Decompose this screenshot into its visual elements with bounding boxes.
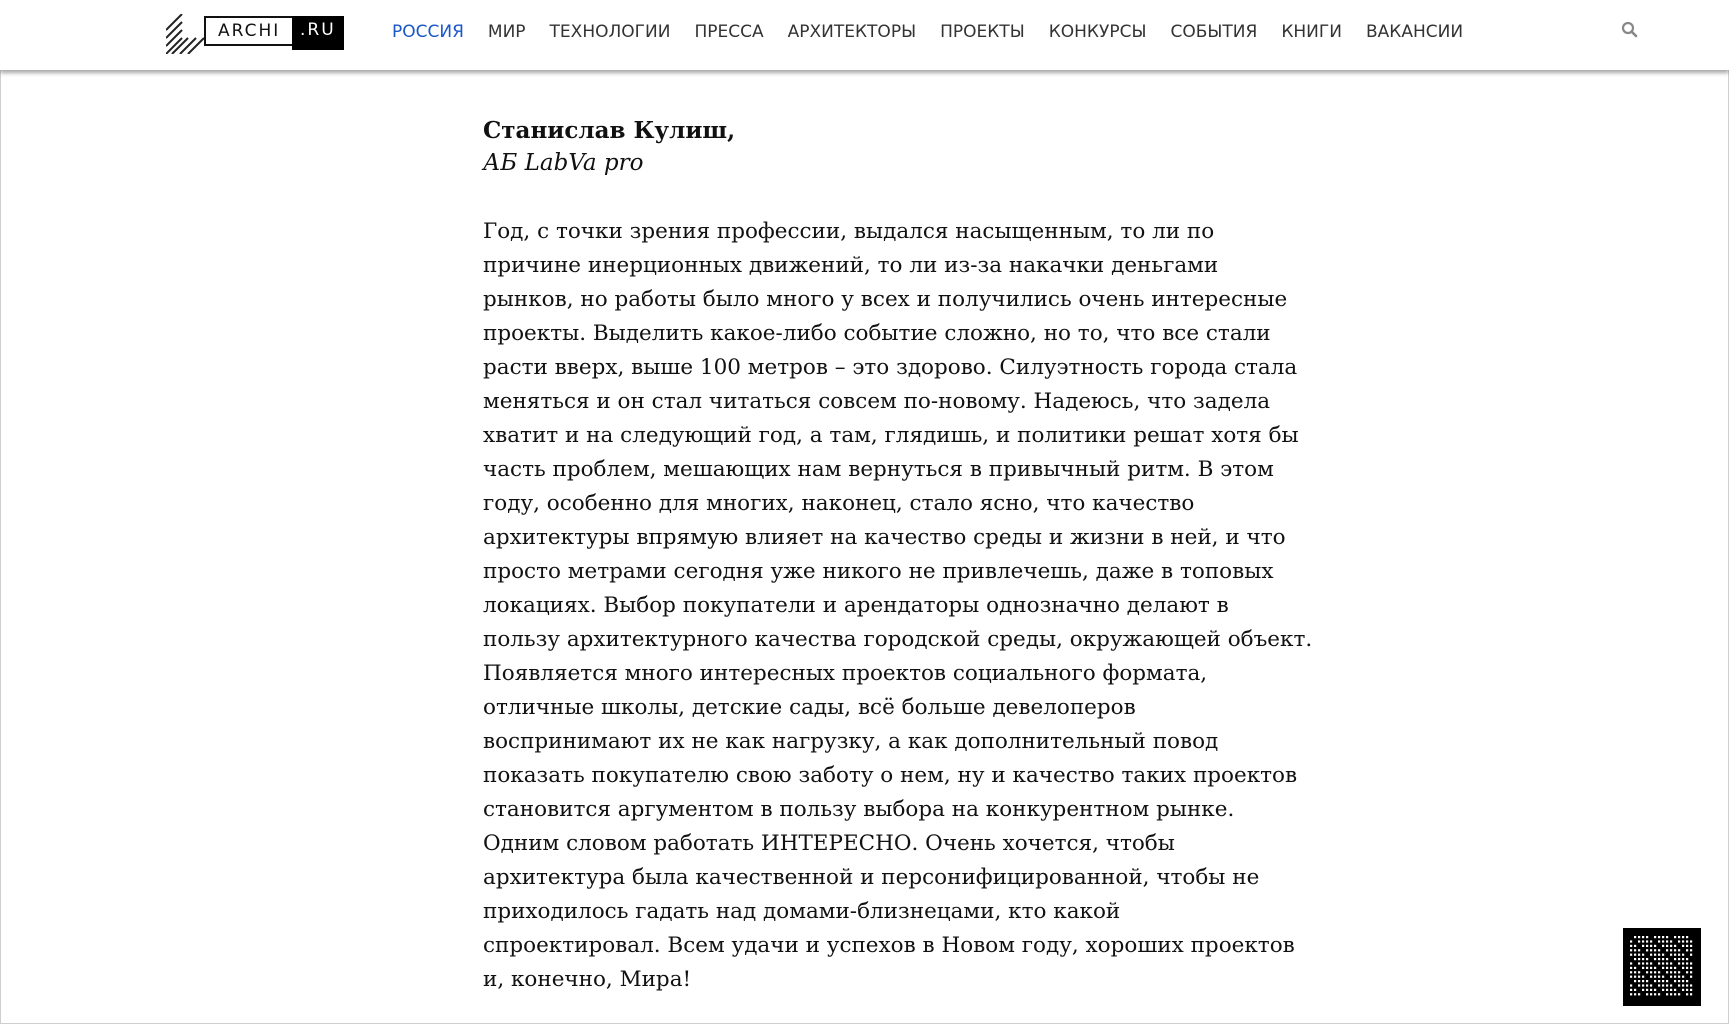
logo-archi: ARCHI: [204, 16, 294, 46]
badge-pattern: [1623, 928, 1701, 1006]
text-line: причине инерционных движений, то ли из-за накачки деньгами: [483, 253, 1219, 278]
text-line: показать покупателю свою заботу о нем, ну и качество таких проектов: [483, 763, 1298, 788]
text-line: отличные школы, детские сады, всё больше девелоперов: [483, 695, 1136, 720]
author-firm: АБ LabVa pro: [483, 150, 644, 176]
article: [483, 114, 1323, 997]
text-line: спроектировал. Всем удачи и успехов в Новом году, хороших проектов: [483, 933, 1295, 958]
text-line: расти вверх, выше 100 метров – это здорово. Силуэтность города стала: [483, 355, 1298, 380]
hatch-icon: [166, 14, 206, 54]
site-logo[interactable]: [166, 14, 346, 54]
nav-item-books[interactable]: КНИГИ: [1281, 22, 1342, 42]
laboratory-badge-icon[interactable]: [1623, 928, 1701, 1006]
text-line: пользу архитектурного качества городской среды, окружающей объект.: [483, 627, 1313, 652]
text-line: локациях. Выбор покупатели и арендаторы однозначно делают в: [483, 593, 1229, 618]
text-line: Появляется много интересных проектов социального формата,: [483, 661, 1208, 686]
text-line: воспринимают их не как нагрузку, а как дополнительный повод: [483, 729, 1219, 754]
nav-item-events[interactable]: СОБЫТИЯ: [1170, 22, 1258, 42]
logo-ru: .RU: [292, 16, 344, 50]
author-name: Станислав Кулиш,: [483, 117, 736, 144]
article-body: [483, 215, 1323, 997]
text-line: проекты. Выделить какое-либо событие сложно, но то, что все стали: [483, 321, 1271, 346]
nav-item-architects[interactable]: АРХИТЕКТОРЫ: [787, 22, 917, 42]
site-header: [0, 0, 1729, 70]
text-line: рынков, но работы было много у всех и получились очень интересные: [483, 287, 1288, 312]
nav-item-press[interactable]: ПРЕССА: [694, 22, 764, 42]
text-line: часть проблем, мешающих нам вернуться в привычный ритм. В этом: [483, 457, 1274, 482]
text-line: и, конечно, Мира!: [483, 967, 692, 992]
text-line: Одним словом работать ИНТЕРЕСНО. Очень хочется, чтобы: [483, 831, 1175, 856]
text-line: хватит и на следующий год, а там, глядишь, и политики решат хотя бы: [483, 423, 1299, 448]
text-line: просто метрами сегодня уже никого не привлечешь, даже в топовых: [483, 559, 1274, 584]
text-line: Год, с точки зрения профессии, выдался насыщенным, то ли по: [483, 219, 1215, 244]
nav-item-world[interactable]: МИР: [487, 22, 526, 42]
nav-item-russia[interactable]: РОССИЯ: [392, 22, 464, 42]
text-line: приходилось гадать над домами-близнецами, кто какой: [483, 899, 1121, 924]
nav-item-vacancies[interactable]: ВАКАНСИИ: [1365, 22, 1464, 42]
text-line: меняться и он стал читаться совсем по-новому. Надеюсь, что задела: [483, 389, 1271, 414]
nav-item-technologies[interactable]: ТЕХНОЛОГИИ: [549, 22, 671, 42]
text-line: архитектуры впрямую влияет на качество среды и жизни в ней, и что: [483, 525, 1286, 550]
nav-item-projects[interactable]: ПРОЕКТЫ: [940, 22, 1025, 42]
text-line: становится аргументом в пользу выбора на конкурентном рынке.: [483, 797, 1235, 822]
nav-item-competitions[interactable]: КОНКУРСЫ: [1048, 22, 1147, 42]
main-nav: [392, 22, 1487, 42]
text-line: архитектура была качественной и персонифицированной, чтобы не: [483, 865, 1260, 890]
text-line: году, особенно для многих, наконец, стало ясно, что качество: [483, 491, 1195, 516]
search-icon[interactable]: [1620, 20, 1640, 40]
